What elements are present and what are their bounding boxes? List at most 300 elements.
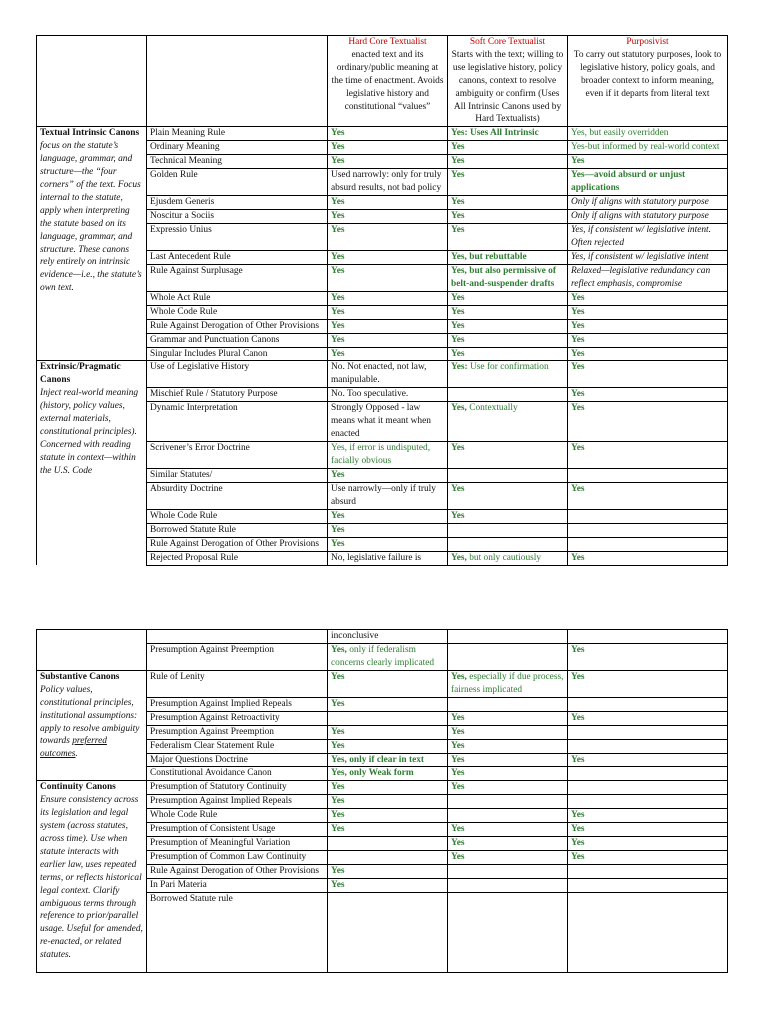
cell-text: Yes bbox=[331, 306, 345, 317]
hard-core-cell bbox=[328, 155, 448, 169]
cell-text: Yes bbox=[331, 810, 345, 821]
hard-core-cell bbox=[328, 524, 448, 538]
rule-name: Rule Against Surplusage bbox=[147, 264, 328, 291]
purposivist-cell bbox=[568, 402, 728, 442]
soft-core-cell bbox=[448, 347, 568, 361]
soft-core-cell bbox=[448, 767, 568, 781]
purposivist-cell bbox=[568, 347, 728, 361]
cell-text: Only if aligns with statutory purpose bbox=[571, 211, 709, 222]
cell-text: especially if due process, fairness implicated bbox=[451, 671, 564, 695]
soft-core-cell bbox=[448, 127, 568, 141]
soft-core-cell bbox=[448, 319, 568, 333]
cell-text: Yes bbox=[331, 142, 345, 153]
hard-core-cell bbox=[328, 836, 448, 850]
hard-core-cell bbox=[328, 333, 448, 347]
cell-text: Yes bbox=[571, 851, 585, 862]
soft-core-cell bbox=[448, 169, 568, 196]
soft-core-cell bbox=[448, 524, 568, 538]
cell-text: Yes bbox=[571, 292, 585, 303]
cell-text: Yes, bbox=[451, 671, 470, 682]
hard-core-cell bbox=[328, 551, 448, 565]
cell-text: Yes bbox=[331, 156, 345, 167]
rule-name: Noscitur a Sociis bbox=[147, 210, 328, 224]
purposivist-cell bbox=[568, 850, 728, 864]
hard-core-cell bbox=[328, 864, 448, 878]
cell-text: Yes bbox=[451, 334, 465, 345]
cell-text: Yes bbox=[331, 211, 345, 222]
cell-text: Yes bbox=[331, 865, 345, 876]
purposivist-cell bbox=[568, 753, 728, 767]
purposivist-cell bbox=[568, 711, 728, 725]
soft-core-cell bbox=[448, 864, 568, 878]
hard-core-cell bbox=[328, 878, 448, 892]
hard-core-cell bbox=[328, 739, 448, 753]
rule-name: Borrowed Statute Rule bbox=[147, 524, 328, 538]
hard-core-cell bbox=[328, 670, 448, 697]
cell-text: No, legislative failure is bbox=[331, 552, 422, 563]
purposivist-cell bbox=[568, 483, 728, 510]
rule-name: Federalism Clear Statement Rule bbox=[147, 739, 328, 753]
header-blank-cell bbox=[147, 36, 328, 127]
rule-name: Dynamic Interpretation bbox=[147, 402, 328, 442]
rule-name: Whole Code Rule bbox=[147, 305, 328, 319]
soft-core-cell bbox=[448, 196, 568, 210]
hard-core-cell bbox=[328, 850, 448, 864]
purposivist-cell bbox=[568, 538, 728, 552]
soft-core-cell bbox=[448, 333, 568, 347]
rule-name bbox=[147, 630, 328, 644]
cell-text: Yes bbox=[331, 796, 345, 807]
hard-core-cell bbox=[328, 305, 448, 319]
soft-core-cell bbox=[448, 469, 568, 483]
hard-core-cell bbox=[328, 510, 448, 524]
purposivist-cell bbox=[568, 319, 728, 333]
purposivist-cell bbox=[568, 795, 728, 809]
cell-text: Yes bbox=[451, 170, 465, 181]
cell-text: Yes bbox=[451, 320, 465, 331]
rule-name: Expressio Unius bbox=[147, 223, 328, 250]
soft-core-cell bbox=[448, 223, 568, 250]
purposivist-cell bbox=[568, 223, 728, 250]
cell-text: Yes bbox=[331, 251, 345, 262]
soft-core-cell bbox=[448, 141, 568, 155]
purposivist-title: Purposivist bbox=[626, 37, 669, 47]
hard-core-cell bbox=[328, 753, 448, 767]
soft-core-cell bbox=[448, 483, 568, 510]
soft-core-cell bbox=[448, 850, 568, 864]
rule-name: Borrowed Statute rule bbox=[147, 892, 328, 972]
cell-text: Yes bbox=[331, 334, 345, 345]
soft-core-cell bbox=[448, 809, 568, 823]
soft-core-cell bbox=[448, 630, 568, 644]
rule-name: Last Antecedent Rule bbox=[147, 250, 328, 264]
soft-core-cell bbox=[448, 823, 568, 837]
hard-core-cell bbox=[328, 127, 448, 141]
hard-core-cell bbox=[328, 250, 448, 264]
hard-core-cell bbox=[328, 538, 448, 552]
extrinsic-pragmatic-canons-category bbox=[40, 361, 143, 477]
soft-core-cell bbox=[448, 305, 568, 319]
purposivist-cell bbox=[568, 864, 728, 878]
category-title: Textual Intrinsic Canons bbox=[40, 128, 140, 139]
purposivist-cell bbox=[568, 643, 728, 670]
purposivist-cell bbox=[568, 551, 728, 565]
cell-text: inconclusive bbox=[331, 631, 379, 641]
purposivist-cell bbox=[568, 630, 728, 644]
purposivist-cell bbox=[568, 892, 728, 972]
rule-name: Major Questions Doctrine bbox=[147, 753, 328, 767]
cell-text: Yes: Uses All Intrinsic bbox=[451, 128, 539, 139]
purposivist-cell bbox=[568, 141, 728, 155]
cell-text: Yes bbox=[451, 851, 465, 862]
cell-text: Yes bbox=[571, 712, 585, 723]
cell-text: Yes bbox=[331, 128, 345, 139]
header-blank-cell bbox=[37, 36, 147, 127]
purposivist-cell bbox=[568, 823, 728, 837]
hard-core-cell bbox=[328, 388, 448, 402]
cell-text: Yes bbox=[331, 671, 345, 682]
rule-name: Presumption of Meaningful Variation bbox=[147, 836, 328, 850]
rule-name: Presumption Against Preemption bbox=[147, 643, 328, 670]
cell-text: Yes, only if clear in text bbox=[331, 754, 425, 765]
soft-core-cell bbox=[448, 697, 568, 711]
rule-name: Whole Act Rule bbox=[147, 291, 328, 305]
purposivist-cell bbox=[568, 305, 728, 319]
hard-core-cell bbox=[328, 725, 448, 739]
rule-name: Scrivener’s Error Doctrine bbox=[147, 442, 328, 469]
soft-core-cell bbox=[448, 670, 568, 697]
cell-text: Yes bbox=[331, 539, 345, 550]
category-title: Extrinsic/Pragmatic Canons bbox=[40, 362, 121, 386]
cell-text: Yes bbox=[451, 712, 465, 723]
rule-name: Ordinary Meaning bbox=[147, 141, 328, 155]
cell-text: Yes, if consistent w/ legislative intent. Often rejected bbox=[571, 224, 712, 248]
cell-text: Yes bbox=[571, 156, 585, 167]
hard-core-cell bbox=[328, 291, 448, 305]
purposivist-cell bbox=[568, 510, 728, 524]
category-title: Continuity Canons bbox=[40, 782, 116, 793]
purposivist-cell bbox=[568, 361, 728, 388]
cell-text: Yes bbox=[331, 525, 345, 536]
soft-core-cell bbox=[448, 753, 568, 767]
cell-text: Yes-but informed by real-world context bbox=[571, 142, 720, 153]
cell-text: Yes, if consistent w/ legislative intent bbox=[571, 251, 709, 262]
rule-name: Plain Meaning Rule bbox=[147, 127, 328, 141]
cell-text: Used narrowly: only for truly absurd results, not bad policy bbox=[331, 170, 442, 194]
cell-text: Yes bbox=[331, 698, 345, 709]
purposivist-cell bbox=[568, 767, 728, 781]
soft-core-cell bbox=[448, 739, 568, 753]
purposivist-cell bbox=[568, 836, 728, 850]
cell-text: Yes bbox=[331, 511, 345, 522]
hard-core-cell bbox=[328, 809, 448, 823]
rule-name: Presumption of Statutory Continuity bbox=[147, 781, 328, 795]
cell-text: Yes bbox=[451, 484, 465, 495]
cell-text: Yes, bbox=[451, 552, 470, 563]
cell-text: only if federalism concerns clearly implicated bbox=[331, 644, 435, 668]
cell-text: Yes bbox=[331, 726, 345, 737]
cell-text: Yes bbox=[451, 824, 465, 835]
cell-text: Yes bbox=[451, 740, 465, 751]
purposivist-cell bbox=[568, 697, 728, 711]
soft-core-cell bbox=[448, 388, 568, 402]
hard-core-cell bbox=[328, 483, 448, 510]
purposivist-cell bbox=[568, 169, 728, 196]
cell-text: Yes bbox=[331, 224, 345, 235]
hard-core-cell bbox=[328, 264, 448, 291]
rule-name: Presumption Against Preemption bbox=[147, 725, 328, 739]
hard-core-cell bbox=[328, 141, 448, 155]
category-description-underlined: preferred outcomes bbox=[40, 736, 107, 760]
category-cell bbox=[37, 127, 147, 361]
cell-text: Yes bbox=[451, 348, 465, 359]
hard-core-cell bbox=[328, 781, 448, 795]
cell-text: Yes bbox=[571, 837, 585, 848]
purposivist-header bbox=[568, 36, 728, 127]
soft-core-cell bbox=[448, 711, 568, 725]
cell-text: Yes bbox=[451, 768, 465, 779]
cell-text: Yes bbox=[571, 389, 585, 400]
cell-text: Yes bbox=[451, 224, 465, 235]
cell-text: No. Too speculative. bbox=[331, 389, 409, 400]
cell-text: Yes bbox=[451, 142, 465, 153]
cell-text: Use narrowly—only if truly absurd bbox=[331, 484, 436, 508]
purposivist-cell bbox=[568, 388, 728, 402]
purposivist-description: To carry out statutory purposes, look to legislative history, policy goals, and broader context to inform meaning, even if it departs from literal text bbox=[573, 49, 722, 99]
purposivist-cell bbox=[568, 809, 728, 823]
category-description bbox=[40, 684, 143, 761]
rule-name: In Pari Materia bbox=[147, 878, 328, 892]
cell-text: Yes bbox=[451, 511, 465, 522]
hard-core-cell bbox=[328, 795, 448, 809]
cell-text: Yes bbox=[571, 306, 585, 317]
rule-name: Rule Against Derogation of Other Provisions bbox=[147, 538, 328, 552]
category-cell bbox=[37, 361, 147, 565]
continuity-canons-category bbox=[40, 781, 143, 962]
cell-text: Yes, bbox=[331, 644, 350, 655]
hard-core-cell bbox=[328, 697, 448, 711]
soft-core-cell bbox=[448, 155, 568, 169]
hard-core-cell bbox=[328, 223, 448, 250]
rule-name: Rule of Lenity bbox=[147, 670, 328, 697]
purposivist-cell bbox=[568, 127, 728, 141]
soft-core-description: Starts with the text; willing to use legislative history, policy canons, context to resolve ambiguity or confirm (Uses All Intrinsic Canons used by Hard Textualists) bbox=[451, 49, 564, 125]
category-cell bbox=[37, 630, 147, 671]
purposivist-cell bbox=[568, 155, 728, 169]
cell-text: Yes, if error is undisputed, facially obvious bbox=[331, 443, 431, 467]
cell-text: Yes bbox=[451, 292, 465, 303]
hard-core-cell bbox=[328, 402, 448, 442]
rule-name: Golden Rule bbox=[147, 169, 328, 196]
cell-text: Contextually bbox=[469, 403, 518, 414]
cell-text: Yes bbox=[571, 484, 585, 495]
soft-core-cell bbox=[448, 402, 568, 442]
cell-text: Yes bbox=[571, 334, 585, 345]
soft-core-cell bbox=[448, 836, 568, 850]
rule-name: Presumption Against Implied Repeals bbox=[147, 795, 328, 809]
cell-text: Yes bbox=[571, 824, 585, 835]
soft-core-cell bbox=[448, 264, 568, 291]
soft-core-cell bbox=[448, 643, 568, 670]
cell-text: Yes, only Weak form bbox=[331, 768, 414, 779]
soft-core-cell bbox=[448, 361, 568, 388]
cell-text: Yes bbox=[571, 362, 585, 373]
cell-text: Yes bbox=[451, 156, 465, 167]
cell-text: Yes bbox=[571, 403, 585, 414]
cell-text: No. Not enacted, not law, manipulable. bbox=[331, 362, 427, 386]
purposivist-cell bbox=[568, 196, 728, 210]
soft-core-cell bbox=[448, 250, 568, 264]
table-row bbox=[37, 127, 728, 141]
purposivist-cell bbox=[568, 442, 728, 469]
cell-text: Yes bbox=[451, 726, 465, 737]
cell-text: Yes bbox=[331, 348, 345, 359]
rule-name: Ejusdem Generis bbox=[147, 196, 328, 210]
purposivist-cell bbox=[568, 781, 728, 795]
cell-text: Yes bbox=[571, 671, 585, 682]
category-description: Inject real-world meaning (history, policy values, external materials, constitutional principles). Concerned with reading statute in context—within the U.S. Code bbox=[40, 388, 139, 476]
soft-core-cell bbox=[448, 551, 568, 565]
cell-text: Relaxed—legislative redundancy can reflect emphasis, compromise bbox=[571, 265, 711, 289]
category-description-text: Policy values, constitutional principles, institutional assumptions: apply to resolve ambiguity towards bbox=[40, 684, 140, 747]
cell-text: Yes bbox=[331, 824, 345, 835]
soft-core-cell bbox=[448, 725, 568, 739]
cell-text: Strongly Opposed - law means what it meant when enacted bbox=[331, 403, 431, 440]
cell-text: Yes bbox=[331, 265, 345, 276]
canons-table-page-1 bbox=[36, 35, 728, 566]
rule-name: Presumption of Common Law Continuity bbox=[147, 850, 328, 864]
soft-core-cell bbox=[448, 781, 568, 795]
purposivist-cell bbox=[568, 291, 728, 305]
soft-core-cell bbox=[448, 538, 568, 552]
table-row bbox=[37, 670, 728, 697]
purposivist-cell bbox=[568, 210, 728, 224]
table-row bbox=[37, 630, 728, 644]
cell-text: Yes bbox=[571, 552, 585, 563]
hard-core-cell bbox=[328, 210, 448, 224]
purposivist-cell bbox=[568, 264, 728, 291]
cell-text: Yes bbox=[451, 443, 465, 454]
cell-text: Yes, but also permissive of belt-and-suspender drafts bbox=[451, 265, 556, 289]
category-cell bbox=[37, 670, 147, 780]
rule-name: Similar Statutes/ bbox=[147, 469, 328, 483]
table-row bbox=[37, 781, 728, 795]
rule-name: Whole Code Rule bbox=[147, 809, 328, 823]
rule-name: Grammar and Punctuation Canons bbox=[147, 333, 328, 347]
hard-core-cell bbox=[328, 823, 448, 837]
hard-core-header bbox=[328, 36, 448, 127]
rule-name: Presumption Against Retroactivity bbox=[147, 711, 328, 725]
canons-table-page-2 bbox=[36, 629, 728, 973]
rule-name: Constitutional Avoidance Canon bbox=[147, 767, 328, 781]
hard-core-cell bbox=[328, 196, 448, 210]
table-row bbox=[37, 361, 728, 388]
soft-core-cell bbox=[448, 442, 568, 469]
rule-name: Presumption of Consistent Usage bbox=[147, 823, 328, 837]
rule-name: Technical Meaning bbox=[147, 155, 328, 169]
category-title: Substantive Canons bbox=[40, 671, 120, 682]
purposivist-cell bbox=[568, 725, 728, 739]
cell-text: Yes bbox=[331, 879, 345, 890]
cell-text: Yes bbox=[571, 644, 585, 655]
header-row bbox=[37, 36, 728, 127]
hard-core-cell bbox=[328, 630, 448, 644]
hard-core-cell bbox=[328, 442, 448, 469]
substantive-canons-category bbox=[40, 671, 143, 761]
hard-core-cell bbox=[328, 892, 448, 972]
cell-text: Yes bbox=[331, 782, 345, 793]
cell-text: Yes bbox=[571, 348, 585, 359]
hard-core-cell bbox=[328, 319, 448, 333]
cell-text: Yes bbox=[451, 306, 465, 317]
soft-core-cell bbox=[448, 291, 568, 305]
category-description: Ensure consistency across its legislation and legal system (across statutes, across time). Use when statute interacts with earlier law, uses repeated terms, or reflects historical legal context. Clarify ambiguous terms through reference to prior/parallel usage. Useful for amended, re-enacted, or related statutes. bbox=[40, 795, 143, 961]
cell-text: Yes bbox=[451, 754, 465, 765]
hard-core-cell bbox=[328, 767, 448, 781]
cell-text: Yes bbox=[451, 197, 465, 208]
rule-name: Mischief Rule / Statutory Purpose bbox=[147, 388, 328, 402]
rule-name: Use of Legislative History bbox=[147, 361, 328, 388]
cell-text: Yes bbox=[331, 320, 345, 331]
cell-text: Yes bbox=[571, 754, 585, 765]
hard-core-title: Hard Core Textualist bbox=[348, 37, 427, 47]
soft-core-header bbox=[448, 36, 568, 127]
soft-core-cell bbox=[448, 510, 568, 524]
textual-intrinsic-canons-category bbox=[40, 127, 143, 295]
hard-core-cell bbox=[328, 347, 448, 361]
cell-text: Yes bbox=[331, 292, 345, 303]
soft-core-cell bbox=[448, 878, 568, 892]
hard-core-description: enacted text and its ordinary/public meaning at the time of enactment. Avoids legislative history and constitutional “values” bbox=[331, 49, 444, 112]
purposivist-cell bbox=[568, 524, 728, 538]
rule-name: Rule Against Derogation of Other Provisions bbox=[147, 319, 328, 333]
purposivist-cell bbox=[568, 878, 728, 892]
hard-core-cell bbox=[328, 643, 448, 670]
hard-core-cell bbox=[328, 711, 448, 725]
cell-text: Yes, bbox=[451, 403, 470, 414]
cell-text: Yes bbox=[451, 782, 465, 793]
cell-text: Yes bbox=[571, 810, 585, 821]
cell-text: Yes: bbox=[451, 362, 471, 373]
soft-core-cell bbox=[448, 892, 568, 972]
cell-text: Yes bbox=[571, 443, 585, 454]
cell-text: Use for confirmation bbox=[470, 362, 549, 373]
cell-text: Only if aligns with statutory purpose bbox=[571, 197, 709, 208]
cell-text: Yes bbox=[331, 197, 345, 208]
purposivist-cell bbox=[568, 333, 728, 347]
soft-core-title: Soft Core Textualist bbox=[469, 37, 546, 47]
purposivist-cell bbox=[568, 469, 728, 483]
hard-core-cell bbox=[328, 469, 448, 483]
purposivist-cell bbox=[568, 670, 728, 697]
rule-name: Presumption Against Implied Repeals bbox=[147, 697, 328, 711]
rule-name: Rejected Proposal Rule bbox=[147, 551, 328, 565]
category-description-end: . bbox=[75, 749, 78, 760]
cell-text: Yes bbox=[451, 211, 465, 222]
soft-core-cell bbox=[448, 795, 568, 809]
purposivist-cell bbox=[568, 250, 728, 264]
cell-text: Yes, but rebuttable bbox=[451, 251, 527, 262]
cell-text: but only cautiously bbox=[469, 552, 542, 563]
soft-core-cell bbox=[448, 210, 568, 224]
cell-text: Yes bbox=[331, 740, 345, 751]
category-description: focus on the statute’s language, grammar, and structure—the “four corners” of the text. Focus internal to the statute, apply when interpreting the statute based on its language, grammar, and structure. These canons rely entirely on intrinsic evidence—i.e., the statute’s own text. bbox=[40, 141, 142, 294]
hard-core-cell bbox=[328, 361, 448, 388]
hard-core-cell bbox=[328, 169, 448, 196]
cell-text: Yes bbox=[451, 837, 465, 848]
purposivist-cell bbox=[568, 739, 728, 753]
cell-text: Yes, but easily overridden bbox=[571, 128, 669, 139]
